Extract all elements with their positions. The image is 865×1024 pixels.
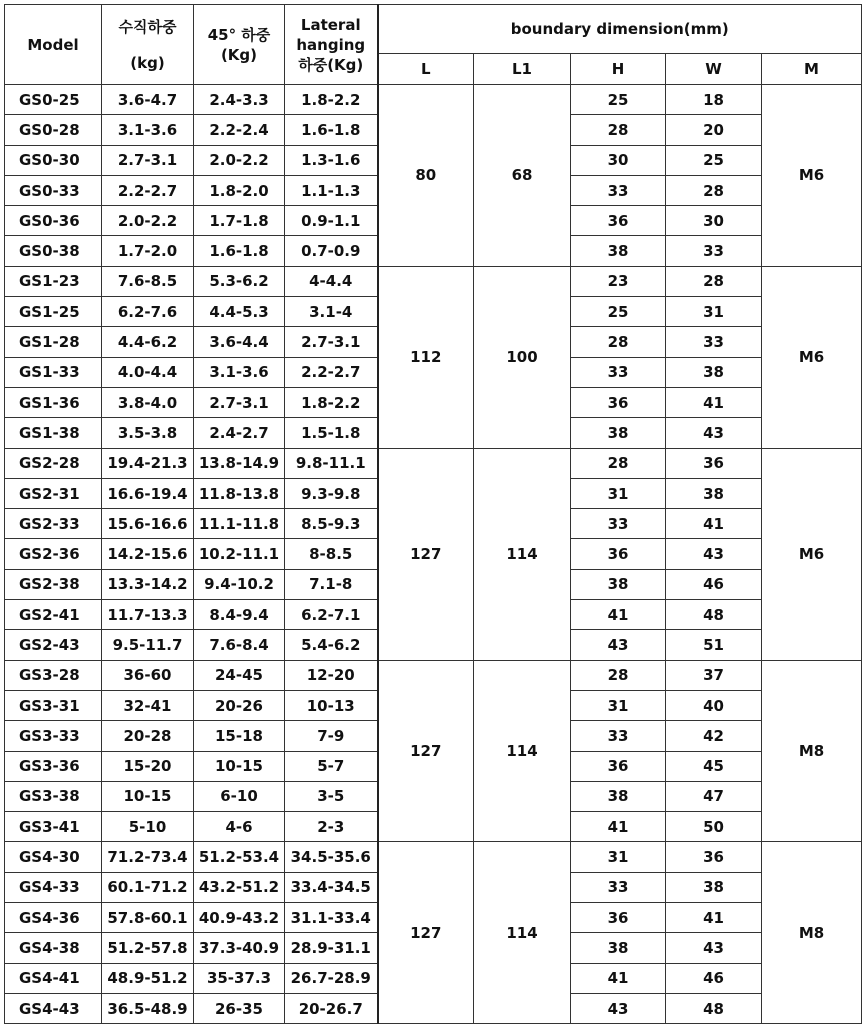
cell-vertical-load: 71.2-73.4 [102,842,194,872]
cell-vertical-load: 4.4-6.2 [102,327,194,357]
cell-model: GS2-36 [5,539,102,569]
cell-dim-m: M6 [762,448,862,660]
cell-dim-h: 31 [571,690,666,720]
cell-dim-w: 38 [666,357,762,387]
cell-45-load: 2.2-2.4 [194,115,285,145]
header-model: Model [5,5,102,85]
header-45-load [194,5,285,85]
cell-dim-l1: 100 [474,266,571,448]
cell-dim-w: 51 [666,630,762,660]
cell-lateral-load: 8.5-9.3 [285,509,378,539]
cell-lateral-load: 33.4-34.5 [285,872,378,902]
cell-dim-w: 42 [666,721,762,751]
table-row [5,448,862,478]
cell-45-load: 51.2-53.4 [194,842,285,872]
cell-dim-l1: 68 [474,85,571,267]
spec-table [4,4,862,1024]
cell-45-load: 5.3-6.2 [194,266,285,296]
cell-vertical-load: 11.7-13.3 [102,600,194,630]
cell-dim-h: 28 [571,115,666,145]
cell-model: GS2-28 [5,448,102,478]
table-row [5,266,862,296]
cell-45-load: 10-15 [194,751,285,781]
cell-model: GS4-33 [5,872,102,902]
cell-dim-h: 28 [571,327,666,357]
cell-lateral-load: 12-20 [285,660,378,690]
table-row [5,842,862,872]
cell-vertical-load: 2.2-2.7 [102,175,194,205]
header-dim-w: W [666,54,762,85]
cell-45-load: 20-26 [194,690,285,720]
cell-model: GS4-36 [5,903,102,933]
cell-45-load: 2.0-2.2 [194,145,285,175]
cell-lateral-load: 1.6-1.8 [285,115,378,145]
cell-model: GS1-33 [5,357,102,387]
cell-45-load: 2.4-3.3 [194,85,285,115]
cell-dim-w: 40 [666,690,762,720]
cell-45-load: 2.7-3.1 [194,387,285,417]
cell-lateral-load: 1.5-1.8 [285,418,378,448]
cell-model: GS0-25 [5,85,102,115]
cell-lateral-load: 5-7 [285,751,378,781]
cell-dim-l: 127 [378,660,474,842]
header-45-load-line2: (Kg) [220,45,258,64]
cell-45-load: 24-45 [194,660,285,690]
cell-lateral-load: 0.9-1.1 [285,206,378,236]
cell-45-load: 1.8-2.0 [194,175,285,205]
cell-lateral-load: 2.7-3.1 [285,327,378,357]
cell-dim-h: 28 [571,448,666,478]
cell-vertical-load: 15.6-16.6 [102,509,194,539]
cell-model: GS2-41 [5,600,102,630]
cell-dim-w: 50 [666,812,762,842]
cell-dim-h: 33 [571,872,666,902]
cell-model: GS2-38 [5,569,102,599]
cell-model: GS4-43 [5,993,102,1023]
cell-45-load: 3.1-3.6 [194,357,285,387]
table-body [5,85,862,1024]
cell-dim-l1: 114 [474,842,571,1024]
cell-dim-l: 127 [378,448,474,660]
cell-dim-w: 46 [666,963,762,993]
cell-lateral-load: 20-26.7 [285,993,378,1023]
cell-model: GS1-23 [5,266,102,296]
cell-vertical-load: 3.1-3.6 [102,115,194,145]
cell-45-load: 4.4-5.3 [194,297,285,327]
cell-model: GS3-31 [5,690,102,720]
cell-45-load: 15-18 [194,721,285,751]
cell-vertical-load: 9.5-11.7 [102,630,194,660]
cell-vertical-load: 2.7-3.1 [102,145,194,175]
cell-model: GS3-38 [5,781,102,811]
cell-45-load: 43.2-51.2 [194,872,285,902]
cell-model: GS3-41 [5,812,102,842]
cell-vertical-load: 60.1-71.2 [102,872,194,902]
cell-model: GS1-28 [5,327,102,357]
cell-model: GS3-36 [5,751,102,781]
cell-dim-l: 127 [378,842,474,1024]
cell-dim-h: 38 [571,236,666,266]
cell-vertical-load: 13.3-14.2 [102,569,194,599]
header-dim-m: M [762,54,862,85]
cell-dim-h: 33 [571,509,666,539]
cell-dim-w: 43 [666,933,762,963]
cell-lateral-load: 2-3 [285,812,378,842]
cell-dim-h: 25 [571,297,666,327]
cell-dim-w: 28 [666,266,762,296]
cell-dim-h: 30 [571,145,666,175]
cell-dim-w: 37 [666,660,762,690]
cell-lateral-load: 1.8-2.2 [285,85,378,115]
header-45-load-line1: 45° 하중 [207,25,271,44]
header-dim-h: H [571,54,666,85]
cell-dim-h: 36 [571,387,666,417]
cell-dim-h: 38 [571,781,666,811]
cell-lateral-load: 2.2-2.7 [285,357,378,387]
cell-45-load: 1.7-1.8 [194,206,285,236]
cell-45-load: 10.2-11.1 [194,539,285,569]
cell-dim-w: 41 [666,903,762,933]
cell-dim-w: 45 [666,751,762,781]
cell-45-load: 2.4-2.7 [194,418,285,448]
cell-vertical-load: 48.9-51.2 [102,963,194,993]
header-boundary-dimension: boundary dimension(mm) [378,5,862,54]
cell-45-load: 35-37.3 [194,963,285,993]
cell-lateral-load: 3-5 [285,781,378,811]
header-lateral-load-line2: hanging [296,35,366,54]
cell-lateral-load: 10-13 [285,690,378,720]
cell-dim-w: 20 [666,115,762,145]
cell-dim-w: 38 [666,872,762,902]
cell-dim-h: 25 [571,85,666,115]
cell-dim-h: 36 [571,206,666,236]
cell-lateral-load: 7.1-8 [285,569,378,599]
cell-45-load: 1.6-1.8 [194,236,285,266]
cell-lateral-load: 0.7-0.9 [285,236,378,266]
cell-vertical-load: 14.2-15.6 [102,539,194,569]
cell-dim-h: 33 [571,357,666,387]
cell-dim-h: 41 [571,812,666,842]
cell-lateral-load: 1.1-1.3 [285,175,378,205]
cell-45-load: 13.8-14.9 [194,448,285,478]
cell-45-load: 9.4-10.2 [194,569,285,599]
cell-dim-l: 112 [378,266,474,448]
cell-vertical-load: 4.0-4.4 [102,357,194,387]
cell-model: GS4-38 [5,933,102,963]
cell-lateral-load: 4-4.4 [285,266,378,296]
cell-lateral-load: 9.3-9.8 [285,478,378,508]
cell-dim-w: 46 [666,569,762,599]
spec-table-container [4,4,861,1024]
cell-dim-h: 36 [571,903,666,933]
cell-dim-w: 28 [666,175,762,205]
cell-dim-w: 43 [666,418,762,448]
cell-dim-m: M6 [762,85,862,267]
cell-model: GS2-33 [5,509,102,539]
cell-dim-w: 41 [666,509,762,539]
cell-45-load: 40.9-43.2 [194,903,285,933]
cell-model: GS2-43 [5,630,102,660]
cell-dim-h: 43 [571,993,666,1023]
cell-dim-h: 41 [571,600,666,630]
cell-45-load: 3.6-4.4 [194,327,285,357]
cell-dim-h: 38 [571,569,666,599]
cell-model: GS2-31 [5,478,102,508]
cell-dim-l1: 114 [474,660,571,842]
cell-vertical-load: 36-60 [102,660,194,690]
cell-lateral-load: 28.9-31.1 [285,933,378,963]
cell-dim-h: 33 [571,721,666,751]
cell-lateral-load: 1.8-2.2 [285,387,378,417]
cell-lateral-load: 8-8.5 [285,539,378,569]
cell-dim-m: M6 [762,266,862,448]
table-row [5,660,862,690]
cell-dim-l: 80 [378,85,474,267]
cell-vertical-load: 1.7-2.0 [102,236,194,266]
cell-dim-w: 48 [666,600,762,630]
table-header [5,5,862,85]
cell-model: GS1-38 [5,418,102,448]
cell-dim-h: 23 [571,266,666,296]
cell-vertical-load: 6.2-7.6 [102,297,194,327]
cell-dim-w: 18 [666,85,762,115]
header-lateral-load-line3: 하중(Kg) [298,55,364,74]
cell-vertical-load: 32-41 [102,690,194,720]
cell-dim-w: 31 [666,297,762,327]
cell-lateral-load: 31.1-33.4 [285,903,378,933]
cell-lateral-load: 7-9 [285,721,378,751]
cell-dim-h: 28 [571,660,666,690]
cell-lateral-load: 9.8-11.1 [285,448,378,478]
cell-model: GS0-36 [5,206,102,236]
cell-vertical-load: 7.6-8.5 [102,266,194,296]
cell-dim-w: 33 [666,327,762,357]
cell-vertical-load: 5-10 [102,812,194,842]
cell-dim-w: 38 [666,478,762,508]
table-row [5,85,862,115]
cell-dim-h: 38 [571,933,666,963]
header-lateral-load [285,5,378,85]
cell-model: GS3-28 [5,660,102,690]
cell-lateral-load: 6.2-7.1 [285,600,378,630]
cell-dim-h: 43 [571,630,666,660]
cell-dim-h: 38 [571,418,666,448]
cell-45-load: 11.8-13.8 [194,478,285,508]
cell-model: GS4-41 [5,963,102,993]
cell-model: GS0-30 [5,145,102,175]
cell-model: GS0-38 [5,236,102,266]
cell-dim-h: 31 [571,478,666,508]
cell-dim-h: 36 [571,539,666,569]
cell-45-load: 6-10 [194,781,285,811]
cell-vertical-load: 36.5-48.9 [102,993,194,1023]
cell-model: GS0-28 [5,115,102,145]
cell-vertical-load: 3.5-3.8 [102,418,194,448]
cell-dim-m: M8 [762,842,862,1024]
cell-45-load: 4-6 [194,812,285,842]
cell-lateral-load: 1.3-1.6 [285,145,378,175]
cell-lateral-load: 26.7-28.9 [285,963,378,993]
cell-vertical-load: 2.0-2.2 [102,206,194,236]
cell-lateral-load: 34.5-35.6 [285,842,378,872]
cell-model: GS3-33 [5,721,102,751]
cell-vertical-load: 3.6-4.7 [102,85,194,115]
cell-vertical-load: 15-20 [102,751,194,781]
cell-dim-l1: 114 [474,448,571,660]
cell-dim-w: 36 [666,842,762,872]
header-lateral-load-line1: Lateral [300,15,361,34]
cell-dim-w: 43 [666,539,762,569]
cell-model: GS1-25 [5,297,102,327]
cell-dim-h: 36 [571,751,666,781]
cell-45-load: 26-35 [194,993,285,1023]
header-dim-l: L [378,54,474,85]
cell-vertical-load: 57.8-60.1 [102,903,194,933]
cell-vertical-load: 51.2-57.8 [102,933,194,963]
cell-dim-h: 33 [571,175,666,205]
cell-dim-h: 41 [571,963,666,993]
cell-dim-w: 36 [666,448,762,478]
cell-dim-m: M8 [762,660,862,842]
cell-model: GS0-33 [5,175,102,205]
cell-45-load: 8.4-9.4 [194,600,285,630]
cell-45-load: 11.1-11.8 [194,509,285,539]
cell-vertical-load: 16.6-19.4 [102,478,194,508]
cell-model: GS4-30 [5,842,102,872]
cell-dim-w: 33 [666,236,762,266]
cell-dim-h: 31 [571,842,666,872]
cell-lateral-load: 3.1-4 [285,297,378,327]
cell-vertical-load: 19.4-21.3 [102,448,194,478]
cell-dim-w: 48 [666,993,762,1023]
header-dim-l1: L1 [474,54,571,85]
cell-vertical-load: 10-15 [102,781,194,811]
cell-lateral-load: 5.4-6.2 [285,630,378,660]
header-vertical-load [102,5,194,85]
cell-dim-w: 47 [666,781,762,811]
cell-vertical-load: 3.8-4.0 [102,387,194,417]
header-vertical-load-line2: (kg) [130,53,165,72]
cell-dim-w: 41 [666,387,762,417]
cell-45-load: 37.3-40.9 [194,933,285,963]
cell-45-load: 7.6-8.4 [194,630,285,660]
header-vertical-load-line1: 수직하중 [118,17,177,36]
cell-vertical-load: 20-28 [102,721,194,751]
cell-dim-w: 25 [666,145,762,175]
cell-model: GS1-36 [5,387,102,417]
cell-dim-w: 30 [666,206,762,236]
